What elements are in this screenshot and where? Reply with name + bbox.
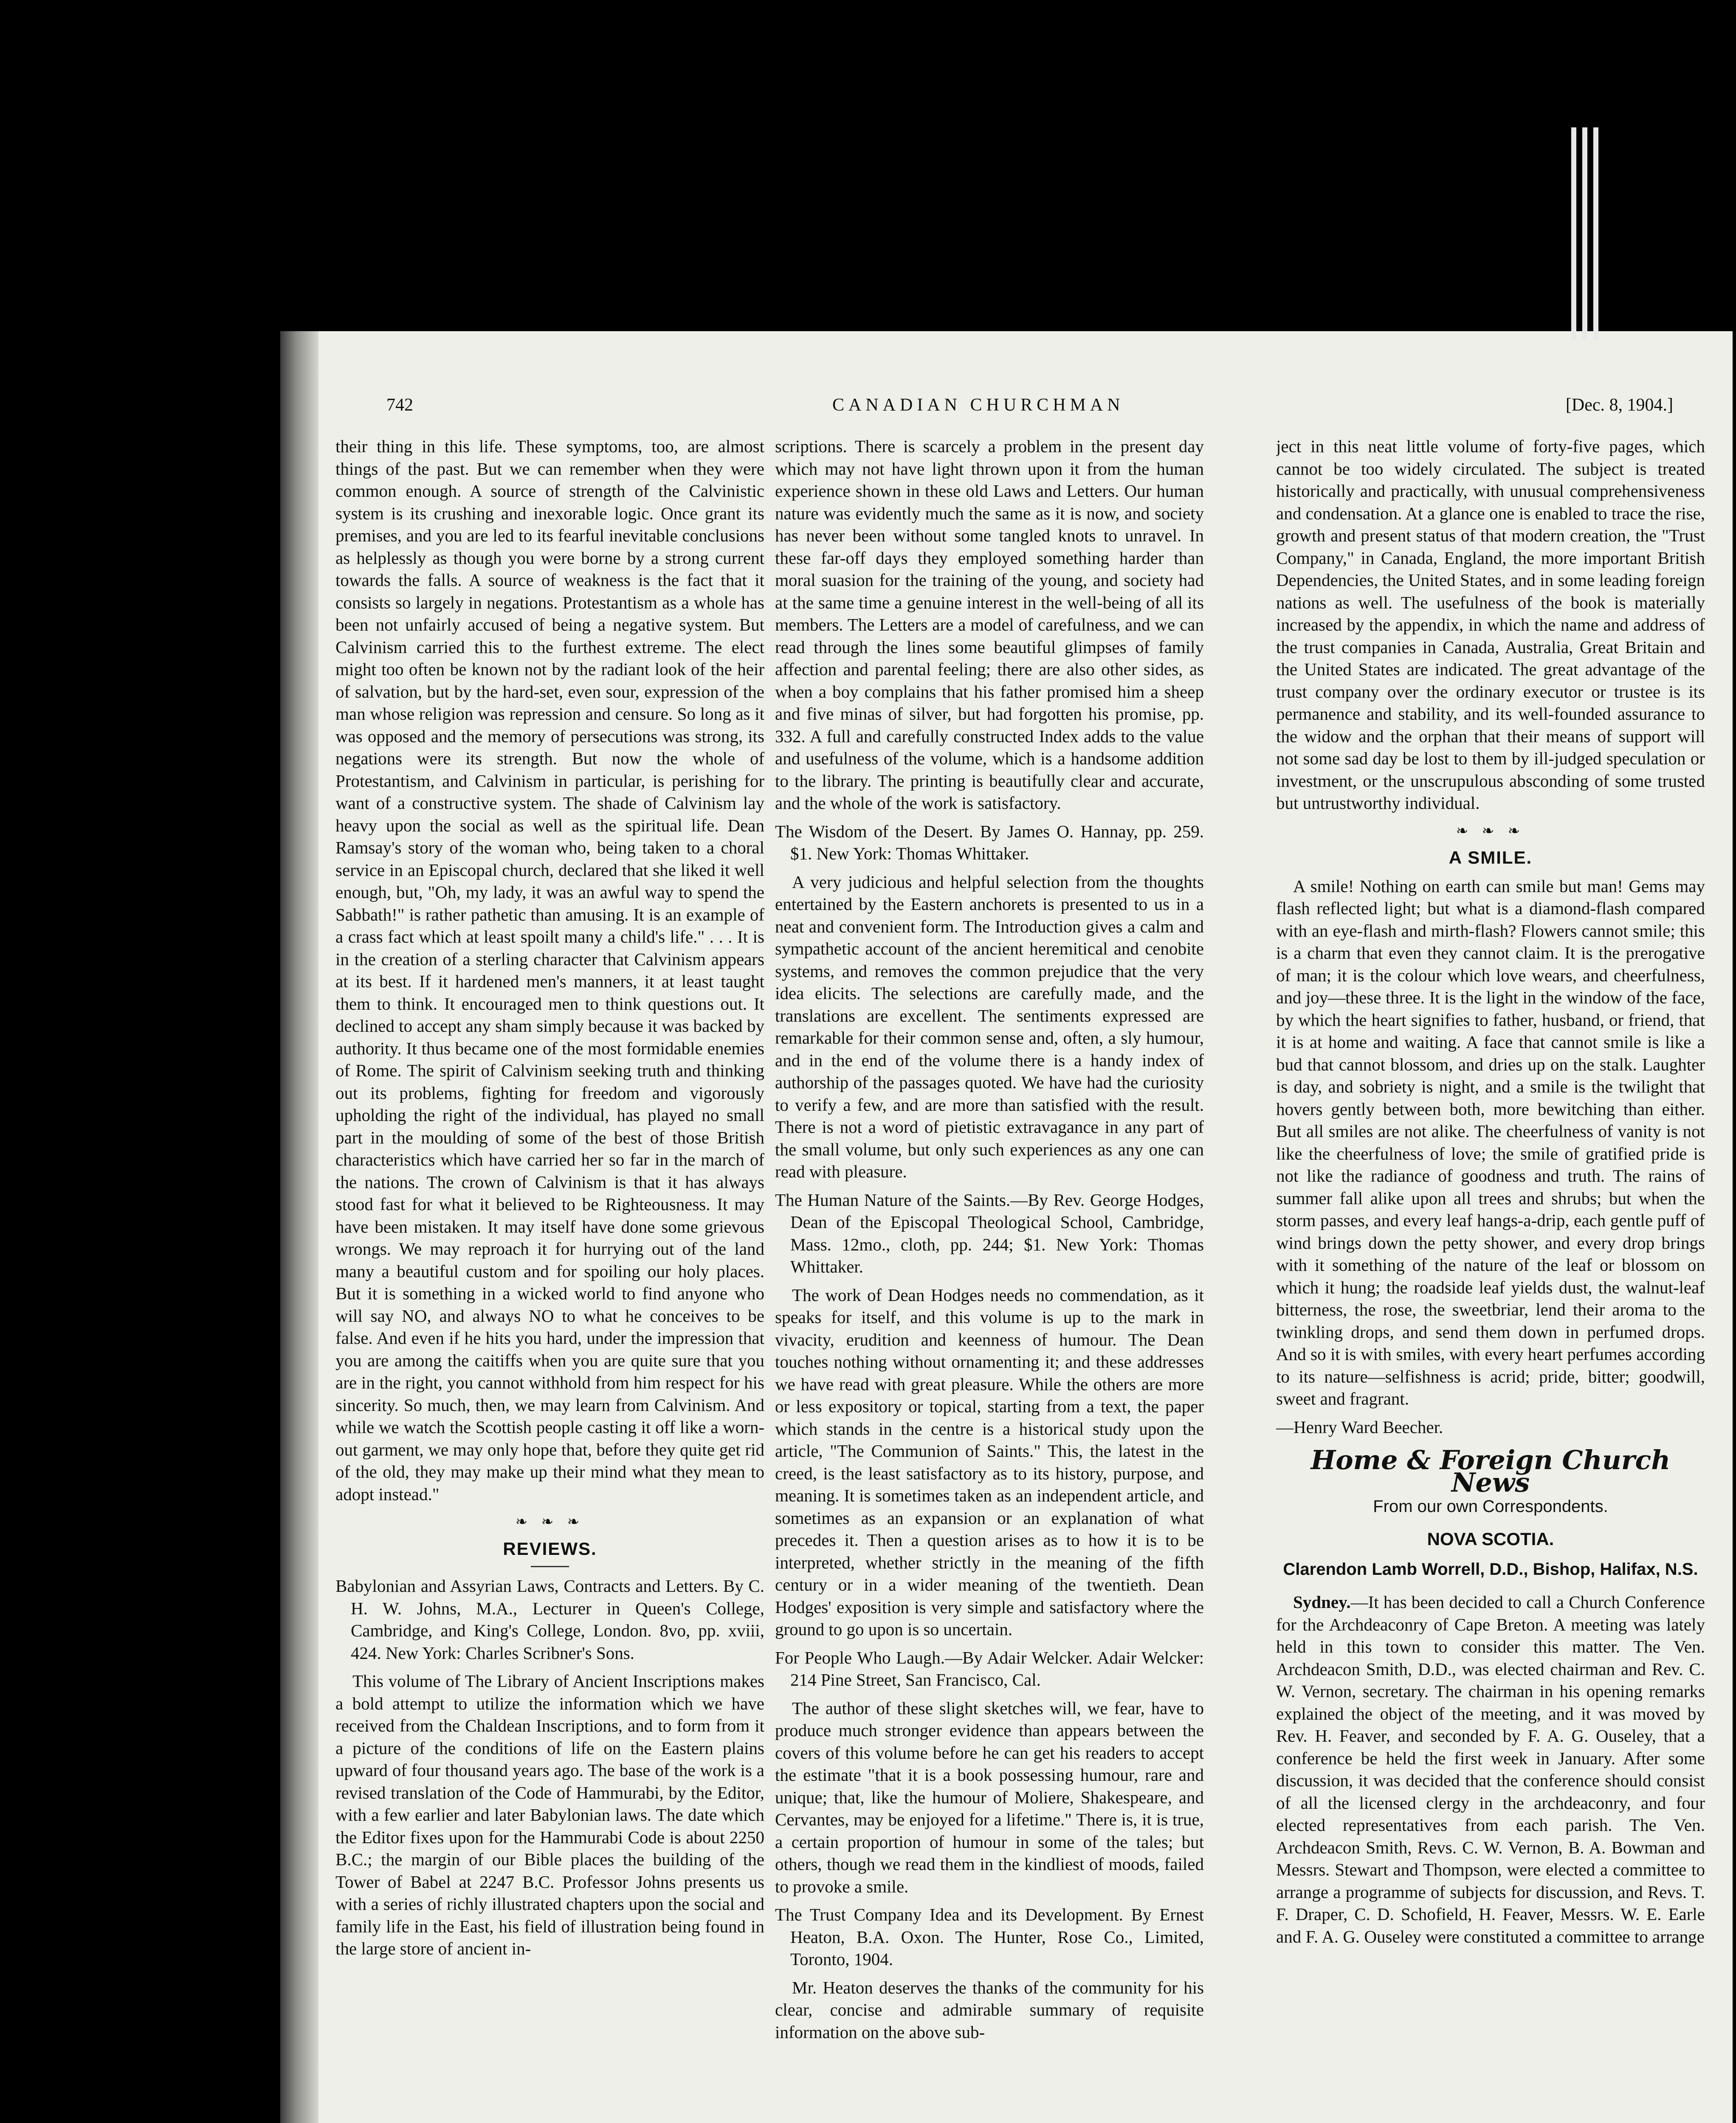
reviews-heading: REVIEWS.	[503, 1538, 597, 1559]
column-1	[335, 435, 764, 2123]
region-heading: NOVA SCOTIA.	[1427, 1529, 1554, 1549]
review-title: The Wisdom of the Desert. By James O. Hannay, pp. 259. $1. New York: Thomas Whittaker.	[775, 821, 1204, 863]
sydney-news	[1276, 1591, 1705, 1948]
review-body: A very judicious and helpful selection from the thoughts entertained by the Eastern anchorets is presented to us in a neat and convenient form. The Introduction gives a calm and sympathetic account of the ancient heremitical and cenobite systems, and removes the common prejudice that the very idea elicits. The selections are carefully made, and the translations are excellent. The sentiments expressed are remarkable for their common sense and, often, a sly humour, and in the end of the volume there is a handy index of authorship of the passages quoted. We have had the curiosity to verify a few, and are more than satisfied with the result. There is not a word of pietistic extravagance in any part of the small volume, but only such experiences as any one can read with pleasure.	[775, 872, 1204, 1181]
review-body: The author of these slight sketches will, we fear, have to produce much stronger evidence than appears between the covers of this volume before he can get his readers to accept the estimate "that it is a book possessing humour, rare and unique; that, like the humour of Moliere, Shakespeare, and Cervantes, may be enjoyed for a lifetime." There is, it is true, a certain proportion of humour in some of the tales; but others, though we read them in the kindliest of moods, failed to provoke a smile.	[775, 1698, 1204, 1896]
section-ornament: ❧ ❧ ❧	[1456, 823, 1525, 839]
page-title: CANADIAN CHURCHMAN	[832, 395, 1124, 415]
review-title: Babylonian and Assyrian Laws, Contracts and Letters. By C. H. W. Johns, M.A., Lecturer in Queen's College, Cambridge, and King's College, London. 8vo, pp. xviii, 424. New York: Charles Scribner's Sons.	[335, 1576, 764, 1663]
column-3	[1276, 435, 1705, 2123]
church-news-heading: Home & Foreign Church News	[1310, 1444, 1671, 1498]
diocese-heading: Clarendon Lamb Worrell, D.D., Bishop, Halifax, N.S.	[1283, 1560, 1698, 1579]
review-body: scriptions. There is scarcely a problem in the present day which may not have light thrown upon it from the human experience shown in these old Laws and Letters. Our human nature was evidently much the same as it is now, and society has never been without some tangled knots to unravel. In these far-off days they employed something harder than moral suasion for the training of the young, and society had at the same time a genuine interest in the well-being of all its members. The Letters are a model of carefulness, and we can read through the lines some beautiful glimpses of family affection and parental feeling; there are also other sides, as when a boy complains that his father promised him a sheep and five minas of silver, but had forgotten his promise, pp. 332. A full and carefully constructed Index adds to the value and usefulness of the volume, which is a handsome addition to the library. The printing is beautifully clear and accurate, and the whole of the work is satisfactory.	[775, 436, 1204, 813]
church-news-subheading: From our own Correspondents.	[1373, 1497, 1608, 1516]
smile-heading: A SMILE.	[1449, 848, 1533, 867]
review-body: The work of Dean Hodges needs no commendation, as it speaks for itself, and this volume is up to the mark in vivacity, erudition and keenness of humour. The Dean touches nothing without ornamenting it; and these addresses we have read with great pleasure. While the others are more or less expository or topical, starting from a text, the paper which stands in the centre is a historical study upon the article, "The Communion of Saints." This, the latest in the creed, is the least satisfactory as to its history, purpose, and meaning. It is sometimes taken as an independent article, and sometimes as an expansion or an explanation of what precedes it. Then a question arises as to how it is to be interpreted, whether strictly in the meaning of the fifth century or in a wider meaning of the twentieth. Dean Hodges' exposition is very simple and satisfactory where the ground to go upon is so uncertain.	[775, 1285, 1204, 1639]
issue-date: [Dec. 8, 1904.]	[1565, 395, 1673, 415]
place-lead: Sydney.	[1293, 1592, 1351, 1612]
calvinism-article-text: their thing in this life. These symptoms, too, are almost things of the past. But we can remember when they were common enough. A source of strength of the Calvinistic system is its crushing and inexorable logic. Once grant its premises, and you are led to its fearful inevitable conclusions as helplessly as though you were borne by a strong current towards the falls. A source of weakness is the fact that it consists so largely in negations. Protestantism as a whole has been not unfairly accused of being a negative system. But Calvinism carried this to the furthest extreme. The elect might too often be known not by the radiant look of the heir of salvation, but by the hard-set, even sour, expression of the man whose religion was repression and censure. So long as it was opposed and the memory of persecutions was strong, its negations were its strength. But now the whole of Protestantism, and Calvinism in particular, is perishing for want of a constructive system. The shade of Calvinism lay heavy upon the social as well as the spiritual life. Dean Ramsay's story of the woman who, being taken to a choral service in an Episcopal church, declared that she liked it well enough, but, "Oh, my lady, it was an awful way to spend the Sabbath!" is rather pathetic than amusing. It is an example of a crass fact which at least spoilt many a child's life." . . . It is in the creation of a sterling character that Calvinism appears at its best. If it hardened men's manners, it at least taught them to think. It encouraged men to think questions out. It declined to accept any sham simply because it was backed by authority. It thus became one of the most formidable enemies of Rome. The spirit of Calvinism seeking truth and thinking out its problems, fighting for freedom and vigorously upholding the right of the individual, has played no small part in the moulding of some of the best of those British characteristics which have carried her so far in the march of the nations. The crown of Calvinism is that it has always stood fast for what it believed to be Righteousness. It may have been mistaken. It may itself have done some grievous wrongs. We may reproach it for hurrying out of the land many a beautiful custom and for spoiling our holy places. But it is something in a wicked world to find anyone who will say NO, and always NO to what he conceives to be false. And even if he hits you hard, under the impression that you are among the caitiffs when you are quite sure that you are in the right, you cannot withhold from him respect for his sincerity. So much, then, we may learn from Calvinism. And while we watch the Scottish people casting it off like a worn-out garment, we may only hope that, before they quite get rid of the old, they may make up their mind what they mean to adopt instead."	[335, 436, 764, 1504]
newspaper-page	[280, 331, 1733, 2123]
smile-text: A smile! Nothing on earth can smile but man! Gems may flash reflected light; but what is a diamond-flash compared with an eye-flash and mirth-flash? Flowers cannot smile; this is a charm that even they cannot claim. It is the prerogative of man; it is the colour which love wears, and cheerfulness, and joy—these three. It is the light in the window of the face, by which the heart signifies to father, husband, or friend, that it is at home and waiting. A face that cannot smile is like a bud that cannot blossom, and dries up on the stalk. Laughter is day, and sobriety is night, and a smile is the twilight that hovers gently between both, more bewitching than either. But all smiles are not alike. The cheerfulness of vanity is not like the cheerfulness of love; the smile of gratified pride is not like the radiance of goodness and truth. The rains of summer fall alike upon all trees and shrubs; but when the storm passes, and every leaf hangs-a-drip, each gentle puff of wind brings down the petty shower, and every drop brings with it something of the nature of the leaf or blossom on which it hung; the roadside leaf yields dust, the walnut-leaf bitterness, the rose, the sweetbriar, lend their aroma to the twinkling drops, and send them down in perfumed drops. And so it is with smiles, with every heart perfumes according to its nature—selfishness is acrid; pride, bitter; goodwill, sweet and fragrant.	[1276, 876, 1705, 1408]
review-body: This volume of The Library of Ancient Inscriptions makes a bold attempt to utilize the information which we have received from the Chaldean Inscriptions, and to form from it a picture of the conditions of life on the Eastern plains upward of four thousand years ago. The base of the work is a revised translation of the Code of Hammurabi, by the Editor, with a few earlier and later Babylonian laws. The date which the Editor fixes upon for the Hammurabi Code is about 2250 B.C.; the margin of our Bible places the building of the Tower of Babel at 2247 B.C. Professor Johns presents us with a series of richly illustrated chapters upon the social and family life in the East, his field of illustration being found in the large store of ancient in-	[335, 1671, 764, 1958]
film-edge-marks-top	[1571, 127, 1605, 340]
page-number: 742	[386, 395, 413, 415]
book-gutter	[280, 331, 318, 2123]
section-ornament: ❧ ❧ ❧	[515, 1514, 585, 1530]
review-title: The Trust Company Idea and its Development. By Ernest Heaton, B.A. Oxon. The Hunter, Rose Co., Limited, Toronto, 1904.	[775, 1905, 1204, 1969]
review-title: For People Who Laugh.—By Adair Welcker. Adair Welcker: 214 Pine Street, San Francisco, Cal.	[775, 1647, 1204, 1689]
smile-author: —Henry Ward Beecher.	[1276, 1417, 1443, 1437]
review-body: ject in this neat little volume of forty-five pages, which cannot be too widely circulated. The subject is treated historically and practically, with unusual comprehensiveness and condensation. At a glance one is enabled to trace the rise, growth and present status of that modern creation, the "Trust Company," in Canada, England, the more important British Dependencies, the United States, and in some leading foreign nations as well. The usefulness of the book is materially increased by the appendix, in which the name and address of the trust companies in Canada, Australia, Great Britain and the United States are indicated. The great advantage of the trust company over the ordinary executor or trustee is its permanence and stability, and its well-founded assurance to the widow and the orphan that their means of support will not some sad day be lost to them by ill-judged speculation or investment, or the unscrupulous absconding of some trusted but untrustworthy individual.	[1276, 436, 1705, 813]
sydney-news-body: —It has been decided to call a Church Conference for the Archdeaconry of Cape Breton. A meeting was lately held in this town to consider this matter. The Ven. Archdeacon Smith, D.D., was elected chairman and Rev. C. W. Vernon, secretary. The chairman in his opening remarks explained the object of the meeting, and it was moved by Rev. H. Feaver, and seconded by F. A. G. Ouseley, that a conference be held the first week in January. After some discussion, it was decided that the conference should consist of all the licensed clergy in the archdeaconry, and four elected representatives from each parish. The Ven. Archdeacon Smith, Revs. C. W. Vernon, B. A. Bowman and Messrs. Stewart and Thompson, were elected a committee to arrange a programme of subjects for discussion, and Revs. T. F. Draper, C. D. Schofield, H. Feaver, Messrs. W. E. Earle and F. A. G. Ouseley were constituted a committee to arrange	[1276, 1592, 1705, 1946]
divider	[531, 1566, 569, 1567]
review-title: The Human Nature of the Saints.—By Rev. George Hodges, Dean of the Episcopal Theological School, Cambridge, Mass. 12mo., cloth, pp. 244; $1. New York: Thomas Whittaker.	[775, 1190, 1204, 1276]
review-body: Mr. Heaton deserves the thanks of the community for his clear, concise and admirable summary of requisite information on the above sub-	[775, 1977, 1204, 2042]
page-header	[386, 395, 1673, 425]
column-2	[775, 435, 1204, 2123]
